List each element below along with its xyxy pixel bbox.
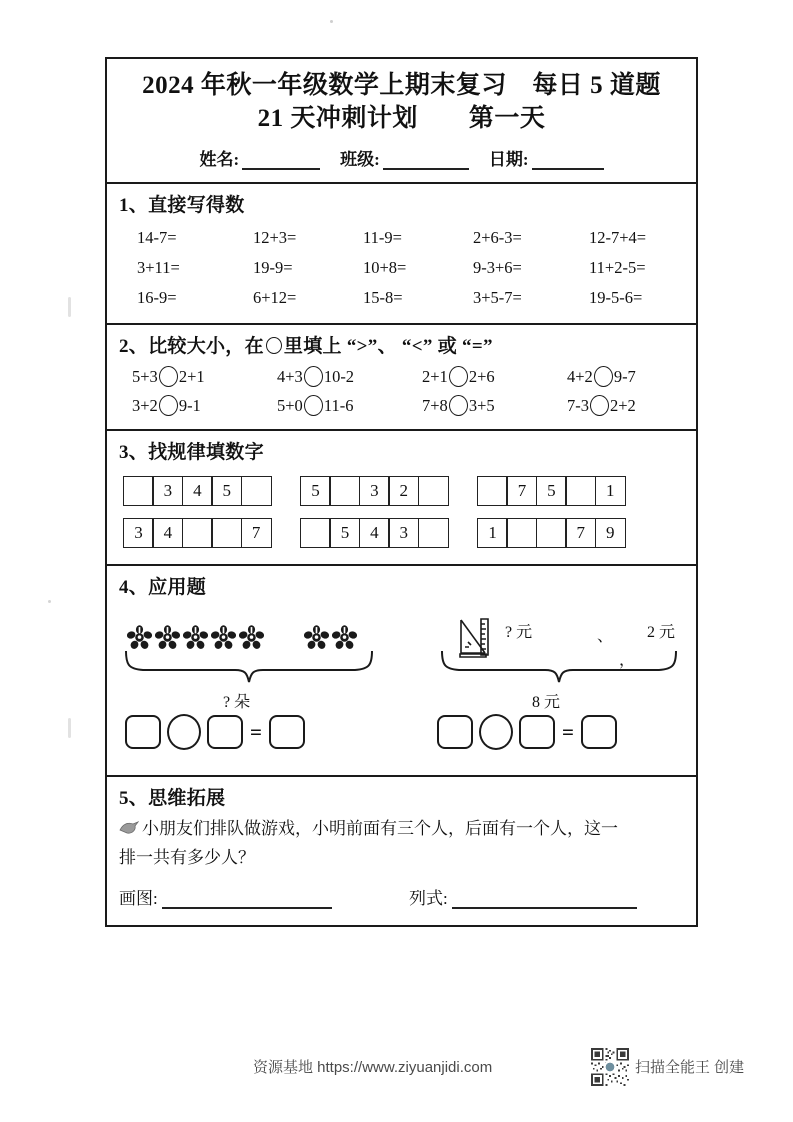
problem-cell[interactable]: 9-3+6=: [473, 258, 522, 277]
section-5-heading: 5、思维拓展: [119, 788, 226, 809]
expression-label: 列式:: [409, 889, 448, 909]
pattern-cell[interactable]: 5: [329, 518, 360, 548]
compare-cell[interactable]: [422, 395, 567, 416]
pattern-row: [107, 512, 696, 554]
scan-artifact: [68, 718, 71, 738]
compare-right: 9-7: [613, 366, 636, 386]
compare-left: 3+2: [132, 395, 158, 415]
class-input-line[interactable]: [383, 153, 469, 170]
pattern-cell[interactable]: [506, 518, 537, 548]
pattern-cell[interactable]: 3: [152, 476, 183, 506]
pattern-cell[interactable]: 5: [536, 476, 567, 506]
draw-label: 画图:: [119, 889, 158, 909]
pattern-cell[interactable]: 1: [595, 476, 626, 506]
scan-artifact: [48, 600, 51, 603]
section-2-heading-pre: 2、比较大小，在: [119, 336, 264, 357]
answer-circle[interactable]: [159, 366, 178, 387]
pattern-cell[interactable]: 3: [123, 518, 154, 548]
answer-circle[interactable]: [304, 395, 323, 416]
problem-cell[interactable]: 12+3=: [253, 228, 297, 247]
problem-cell[interactable]: 6+12=: [253, 288, 297, 307]
expression-input-line[interactable]: [452, 892, 637, 909]
section-2-compare: [107, 325, 696, 431]
flower-icon: [304, 625, 329, 650]
answer-circle[interactable]: [159, 395, 178, 416]
draw-input-line[interactable]: [162, 892, 332, 909]
problem-row: [107, 253, 696, 283]
answer-circle[interactable]: [304, 366, 323, 387]
problem-cell[interactable]: 19-5-6=: [589, 288, 643, 307]
price-total-label: 8 元: [532, 694, 561, 711]
pattern-cell[interactable]: [123, 476, 154, 506]
compare-right: 9-1: [178, 395, 201, 415]
flower-icon: [211, 625, 236, 650]
answer-box[interactable]: [125, 715, 161, 749]
pattern-cell[interactable]: 7: [506, 476, 537, 506]
flower-icon: [183, 625, 208, 650]
thinking-question-line1: [119, 815, 684, 843]
problem-cell[interactable]: 10+8=: [363, 258, 407, 277]
problem-row: [107, 223, 696, 253]
compare-left: 4+2: [567, 366, 593, 386]
pattern-cell[interactable]: [182, 518, 213, 548]
pattern-cell[interactable]: 9: [595, 518, 626, 548]
equals-sign: =: [250, 719, 262, 744]
compare-cell[interactable]: [567, 366, 707, 387]
answer-box[interactable]: [207, 715, 243, 749]
flower-icon: [239, 625, 264, 650]
pattern-cell[interactable]: 5: [211, 476, 242, 506]
section-3-number-patterns: [107, 431, 696, 566]
worksheet-sheet: [105, 57, 698, 927]
thinking-answer-row: [119, 884, 684, 915]
problem-cell[interactable]: 19-9=: [253, 258, 293, 277]
compare-left: 5+3: [132, 366, 158, 386]
problem-cell[interactable]: 2+6-3=: [473, 228, 522, 247]
name-field-group: [199, 145, 320, 170]
pattern-cell[interactable]: 5: [300, 476, 331, 506]
pattern-cell[interactable]: 7: [241, 518, 272, 548]
price-known-label: 2 元: [647, 624, 676, 641]
equals-sign: =: [562, 719, 574, 744]
answer-row-flowers: [125, 714, 311, 750]
pattern-group: [300, 518, 447, 548]
compare-left: 2+1: [422, 366, 448, 386]
pattern-group: [123, 518, 270, 548]
compare-left: 7-3: [567, 395, 589, 415]
section-2-problem-grid: [107, 360, 696, 429]
flower-icon: [155, 625, 180, 650]
section-2-heading: [107, 325, 696, 360]
class-label: 班级:: [340, 150, 380, 169]
problem-cell[interactable]: 3+11=: [137, 258, 180, 277]
compare-row: [107, 391, 696, 420]
name-input-line[interactable]: [242, 153, 320, 170]
pattern-cell[interactable]: [418, 518, 449, 548]
scan-artifact: [330, 20, 333, 23]
operator-circle[interactable]: [479, 714, 513, 750]
answer-box[interactable]: [269, 715, 305, 749]
date-input-line[interactable]: [532, 153, 604, 170]
answer-circle[interactable]: [594, 366, 613, 387]
compare-cell[interactable]: [567, 395, 707, 416]
thinking-question-text1: 小朋友们排队做游戏，小明前面有三个人，后面有一个人，这一: [142, 819, 618, 838]
pattern-cell[interactable]: 4: [182, 476, 213, 506]
pattern-cell[interactable]: [241, 476, 272, 506]
operator-circle[interactable]: [167, 714, 201, 750]
separator-mark-secondary: ，: [619, 652, 636, 669]
problem-cell[interactable]: 3+5-7=: [473, 288, 522, 307]
answer-box[interactable]: [581, 715, 617, 749]
compare-cell[interactable]: [107, 395, 277, 416]
student-info-row: [117, 145, 686, 174]
compare-right: 2+6: [468, 366, 495, 386]
curly-brace-icon: [123, 649, 375, 685]
section-3-pattern-grid: [107, 466, 696, 564]
flower-icon: [127, 625, 152, 650]
pattern-cell[interactable]: 3: [388, 518, 419, 548]
page-title-line1: 2024 年秋一年级数学上期末复习 每日 5 道题: [142, 72, 661, 99]
section-5-body: [107, 812, 696, 925]
pattern-group: [300, 476, 447, 506]
name-label: 姓名:: [199, 150, 240, 169]
compare-left: 7+8: [422, 395, 448, 415]
pattern-cell[interactable]: 7: [565, 518, 596, 548]
section-4-body: [107, 601, 696, 775]
answer-box[interactable]: [519, 715, 555, 749]
compare-right: 10-2: [323, 366, 355, 386]
expression-field-group: [409, 884, 637, 909]
problem-cell[interactable]: 15-8=: [363, 288, 403, 307]
page-title-line2: 21 天冲刺计划 第一天: [257, 104, 546, 132]
problem-cell[interactable]: 11+2-5=: [589, 258, 646, 277]
section-1-heading: 1、直接写得数: [119, 195, 245, 216]
pattern-cell[interactable]: [565, 476, 596, 506]
pattern-cell[interactable]: [418, 476, 449, 506]
compare-row: [107, 362, 696, 391]
pattern-cell[interactable]: 4: [359, 518, 390, 548]
qr-code-icon: [591, 1048, 629, 1091]
section-4-word-problems: [107, 566, 696, 777]
problem-cell[interactable]: 16-9=: [137, 288, 177, 307]
compare-right: 2+2: [610, 395, 636, 415]
compare-cell[interactable]: [422, 366, 567, 387]
pattern-cell[interactable]: [477, 476, 508, 506]
problem-cell[interactable]: 12-7+4=: [589, 228, 647, 247]
pattern-cell[interactable]: [300, 518, 331, 548]
pattern-group: [477, 518, 624, 548]
problem-cell[interactable]: 11-9=: [363, 228, 402, 247]
answer-circle[interactable]: [449, 395, 468, 416]
worksheet-header: [107, 59, 696, 184]
section-1-direct-answers: [107, 184, 696, 325]
answer-circle[interactable]: [449, 366, 468, 387]
compare-cell[interactable]: [107, 366, 277, 387]
problem-row: [107, 283, 696, 313]
pattern-cell[interactable]: 4: [152, 518, 183, 548]
price-unknown-label: ? 元: [505, 624, 533, 641]
flower-icon: [332, 625, 357, 650]
date-label: 日期:: [488, 150, 529, 169]
section-1-problem-grid: [107, 219, 696, 323]
section-3-heading: 3、找规律填数字: [119, 442, 264, 463]
bird-icon: [119, 821, 139, 835]
pattern-cell[interactable]: 2: [388, 476, 419, 506]
pattern-cell[interactable]: 1: [477, 518, 508, 548]
pattern-cell[interactable]: [329, 476, 360, 506]
section-5-thinking: [107, 777, 696, 925]
section-2-heading-post: 里填上 “>”、 “<” 或 “=”: [283, 336, 493, 357]
thinking-question-line2: 排一共有多少人？: [119, 848, 255, 868]
pattern-group: [123, 476, 270, 506]
class-field-group: [340, 145, 469, 170]
separator-mark: 、: [597, 628, 614, 645]
flower-group: [127, 625, 360, 650]
draw-field-group: [119, 884, 409, 909]
scan-artifact: [68, 297, 71, 317]
pattern-cell[interactable]: [211, 518, 242, 548]
answer-box[interactable]: [437, 715, 473, 749]
compare-cell[interactable]: [277, 366, 422, 387]
compare-right: 2+1: [178, 366, 205, 386]
pattern-cell[interactable]: [536, 518, 567, 548]
section-4-heading: 4、应用题: [119, 577, 207, 598]
answer-circle[interactable]: [590, 395, 609, 416]
qr-code-svg: [591, 1048, 629, 1086]
circle-icon: [266, 337, 282, 354]
compare-right: 3+5: [468, 395, 495, 415]
compare-left: 4+3: [277, 366, 303, 386]
pattern-row: [107, 470, 696, 512]
source-url-text: 资源基地 https://www.ziyuanjidi.com: [253, 1059, 493, 1076]
problem-cell[interactable]: 14-7=: [137, 228, 177, 247]
compare-cell[interactable]: [277, 395, 422, 416]
compare-left: 5+0: [277, 395, 303, 415]
pattern-cell[interactable]: 3: [359, 476, 390, 506]
answer-row-price: [437, 714, 623, 750]
date-field-group: [489, 145, 604, 170]
curly-brace-icon: [439, 649, 679, 685]
scan-app-text: 扫描全能王 创建: [635, 1059, 745, 1076]
pattern-group: [477, 476, 624, 506]
compare-right: 11-6: [323, 395, 354, 415]
flower-total-label: ? 朵: [223, 694, 251, 711]
